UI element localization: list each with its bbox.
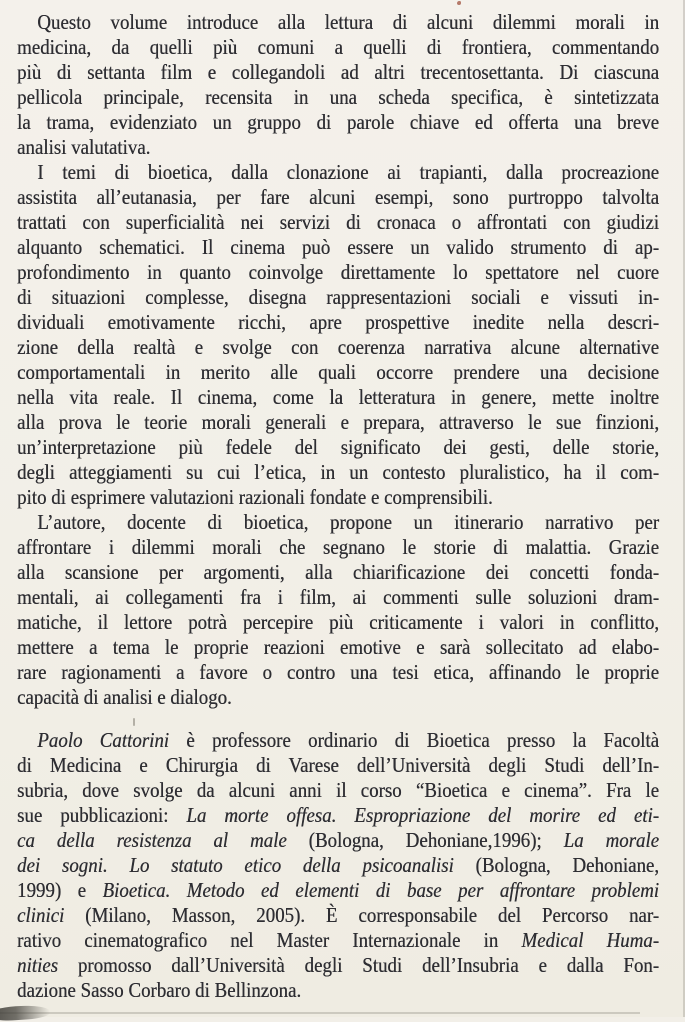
text-run: subria, dove svolge da alcuni anni il corso “Bioetica e cinema”. Fra le xyxy=(17,778,660,802)
text-run: I temi di bioetica, dalla clonazione ai trapianti, dalla procreazione xyxy=(37,160,660,184)
text-line xyxy=(17,310,659,335)
text-run: nella vita reale. Il cinema, come la letteratura in genere, mette inoltre xyxy=(17,385,660,409)
text-line xyxy=(17,685,659,710)
italic-text-run: ca della resistenza al male xyxy=(17,828,287,852)
text-run: più di settanta film e collegandoli ad altri trecentosettanta. Di ciascuna xyxy=(17,60,660,84)
text-run: L’autore, docente di bioetica, propone un itinerario narrativo per xyxy=(37,510,660,534)
text-run: un’interpretazione più fedele del significato dei gesti, delle storie, xyxy=(17,435,660,459)
text-run: mettere a tema le proprie reazioni emotive e sarà sollecitato ad elabo- xyxy=(17,635,660,659)
italic-text-run: La morte offesa. Espropriazione del morire ed eti- xyxy=(186,803,660,827)
paragraph-intro xyxy=(17,10,659,160)
text-line xyxy=(17,878,659,903)
italic-text-run: dei sogni. Lo statuto etico della psicoanalisi xyxy=(17,853,454,877)
text-run: è professore ordinario di Bioetica presso la Facoltà xyxy=(169,728,660,752)
text-line xyxy=(17,135,659,160)
text-line xyxy=(17,560,659,585)
text-line xyxy=(17,510,659,535)
text-run: affrontare i dilemmi morali che segnano le storie di malattia. Grazie xyxy=(17,535,660,559)
italic-text-run: nities xyxy=(17,953,58,977)
text-line xyxy=(17,10,659,35)
text-line xyxy=(17,485,659,510)
text-run: di Medicina e Chirurgia di Varese dell’Università degli Studi dell’In- xyxy=(17,753,660,777)
italic-text-run: Paolo Cattorini xyxy=(37,728,170,752)
paragraph-temi-di-bioetica xyxy=(17,160,659,510)
text-line xyxy=(17,635,659,660)
paragraph-bio-paolo-cattorini xyxy=(17,728,659,1003)
text-run: analisi valutativa. xyxy=(17,135,151,159)
text-line xyxy=(17,260,659,285)
page-text xyxy=(17,10,659,1003)
text-run: zione della realtà e svolge con coerenza narrativa alcune alternative xyxy=(17,335,660,359)
text-line xyxy=(17,953,659,978)
text-line xyxy=(17,335,659,360)
text-line xyxy=(17,85,659,110)
text-line xyxy=(17,535,659,560)
text-run: comportamentali in merito alle quali occorre prendere una decisione xyxy=(17,360,660,384)
text-line xyxy=(17,60,659,85)
text-run: la trama, evidenziato un gruppo di parole chiave ed offerta una breve xyxy=(17,110,660,134)
scan-smudge-bottom-left xyxy=(0,1004,50,1022)
text-line xyxy=(17,585,659,610)
text-line xyxy=(17,160,659,185)
italic-text-run: La morale xyxy=(563,828,660,852)
text-line xyxy=(17,828,659,853)
text-run: matiche, il lettore potrà percepire più criticamente i valori in conflitto, xyxy=(17,610,660,634)
text-run: dividuali emotivamente ricchi, apre prospettive inedite nella descri- xyxy=(17,310,660,334)
text-line xyxy=(17,610,659,635)
text-line xyxy=(17,285,659,310)
text-run: Questo volume introduce alla lettura di alcuni dilemmi morali in xyxy=(37,10,660,34)
text-run: alla scansione per argomenti, alla chiarificazione dei concetti fonda- xyxy=(17,560,660,584)
text-run: mentali, ai collegamenti fra i film, ai commenti sulle soluzioni dram- xyxy=(17,585,660,609)
text-run: rativo cinematografico nel Master Internazionale in xyxy=(17,928,522,952)
text-line xyxy=(17,803,659,828)
text-run: (Bologna, Dehoniane,1996); xyxy=(286,828,564,852)
text-line xyxy=(17,385,659,410)
italic-text-run: Bioetica. Metodo ed elementi di base per affrontare problemi xyxy=(102,878,660,902)
text-line xyxy=(17,728,659,753)
text-run: medicina, da quelli più comuni a quelli di frontiera, commentando xyxy=(17,35,660,59)
italic-text-run: clinici xyxy=(17,903,65,927)
text-line xyxy=(17,410,659,435)
text-line xyxy=(17,660,659,685)
text-run: trattati con superficialità nei servizi di cronaca o affrontati con giudizi xyxy=(17,210,660,234)
text-line xyxy=(17,185,659,210)
text-line xyxy=(17,778,659,803)
text-line xyxy=(17,210,659,235)
text-line xyxy=(17,110,659,135)
scan-line-bottom xyxy=(0,1012,640,1014)
text-line xyxy=(17,928,659,953)
paper-speck-top xyxy=(457,1,461,5)
text-run: (Milano, Masson, 2005). È corresponsabile del Percorso nar- xyxy=(64,903,660,927)
text-run: 1999) e xyxy=(17,878,103,902)
text-line xyxy=(17,978,659,1003)
text-run: pito di esprimere valutazioni razionali fondate e comprensibili. xyxy=(17,485,493,509)
text-line xyxy=(17,460,659,485)
text-run: alla prova le teorie morali generali e prepara, attraverso le sue finzioni, xyxy=(17,410,660,434)
text-line xyxy=(17,360,659,385)
text-line xyxy=(17,435,659,460)
text-run: degli atteggiamenti su cui l’etica, in un contesto pluralistico, ha il com- xyxy=(17,460,660,484)
text-run: profondimento in quanto coinvolge direttamente lo spettatore nel cuore xyxy=(17,260,660,284)
text-run: alquanto schematici. Il cinema può essere un valido strumento di ap- xyxy=(17,235,660,259)
paragraph-autore-itinerario xyxy=(17,510,659,710)
text-run: promosso dall’Università degli Studi dell’Insubria e dalla Fon- xyxy=(57,953,660,977)
italic-text-run: Medical Huma- xyxy=(521,928,660,952)
text-line xyxy=(17,853,659,878)
paper-speck-mid xyxy=(133,718,135,726)
text-run: sue pubblicazioni: xyxy=(17,803,187,827)
text-line xyxy=(17,235,659,260)
text-run: (Bologna, Dehoniane, xyxy=(453,853,660,877)
text-run: di situazioni complesse, disegna rappresentazioni sociali e vissuti in- xyxy=(17,285,660,309)
text-run: assistita all’eutanasia, per fare alcuni esempi, sono purtroppo talvolta xyxy=(17,185,660,209)
text-run: pellicola principale, recensita in una scheda specifica, è sintetizzata xyxy=(17,85,660,109)
text-line xyxy=(17,903,659,928)
text-run: capacità di analisi e dialogo. xyxy=(17,685,232,709)
text-run: dazione Sasso Corbaro di Bellinzona. xyxy=(17,978,302,1002)
text-run: rare ragionamenti a favore o contro una tesi etica, affinando le proprie xyxy=(17,660,660,684)
text-line xyxy=(17,35,659,60)
text-line xyxy=(17,753,659,778)
